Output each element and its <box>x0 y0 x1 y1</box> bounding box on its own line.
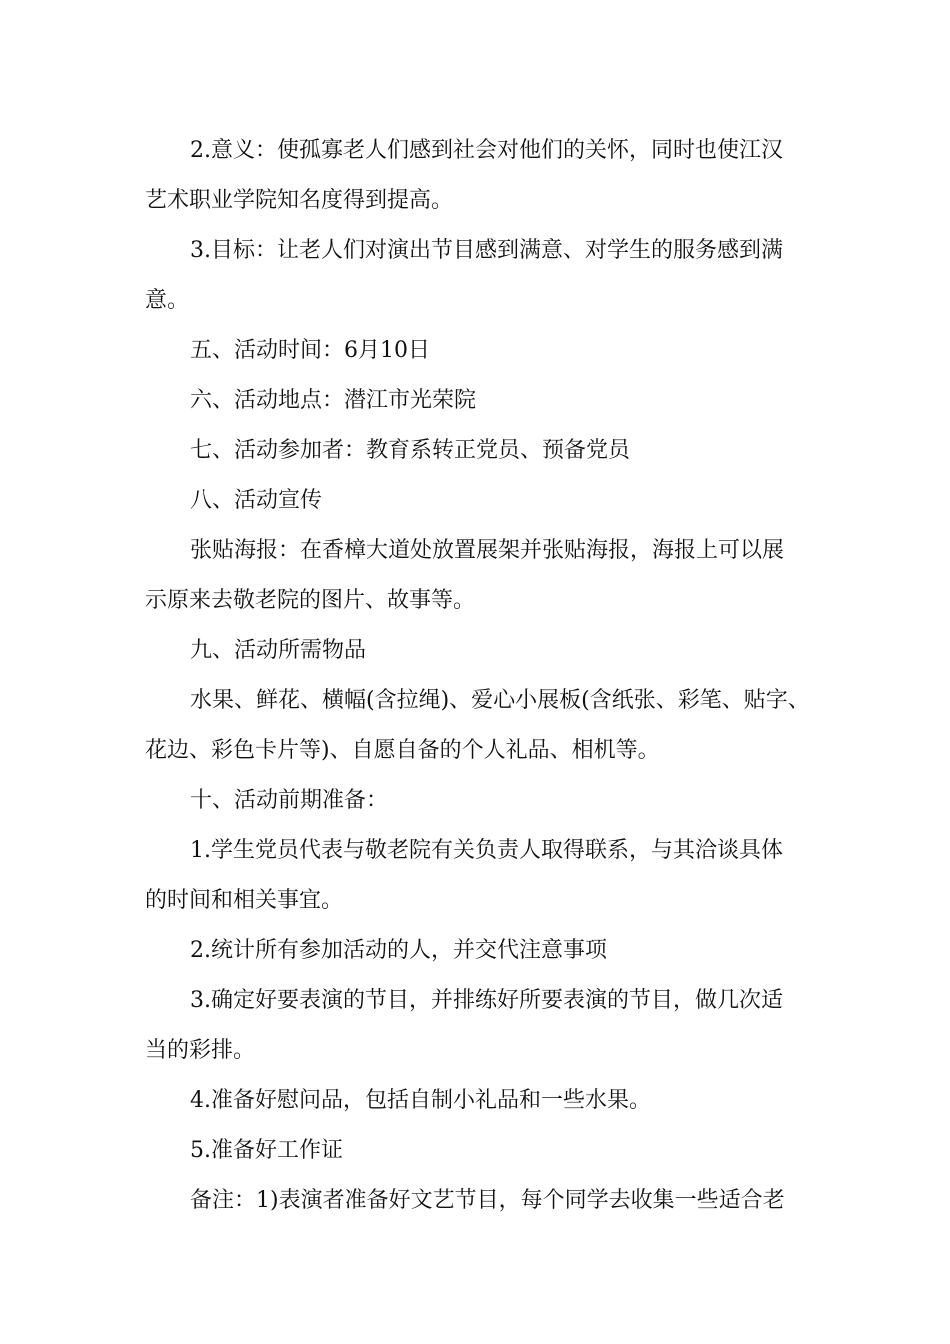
section-supplies-heading: 九、活动所需物品 <box>190 638 367 663</box>
section-publicity-heading: 八、活动宣传 <box>190 488 323 513</box>
paragraph-meaning-line-2: 艺术职业学院知名度得到提高。 <box>145 188 454 213</box>
paragraph-supplies-line-1: 水果、鲜花、横幅(含拉绳)、爱心小展板(含纸张、彩笔、贴字、 <box>190 688 810 713</box>
section-activity-location: 六、活动地点：潜江市光荣院 <box>190 388 477 413</box>
prep-item-1-line-2: 的时间和相关事宜。 <box>145 888 344 913</box>
section-participants: 七、活动参加者：教育系转正党员、预备党员 <box>190 438 631 463</box>
paragraph-goal-line-1: 3.目标：让老人们对演出节目感到满意、对学生的服务感到满 <box>190 238 783 263</box>
paragraph-poster-line-1: 张贴海报：在香樟大道处放置展架并张贴海报，海报上可以展 <box>190 538 785 563</box>
paragraph-goal-line-2: 意。 <box>145 288 190 313</box>
prep-item-2: 2.统计所有参加活动的人，并交代注意事项 <box>190 938 607 963</box>
paragraph-supplies-line-2: 花边、彩色卡片等)、自愿自备的个人礼品、相机等。 <box>145 738 660 763</box>
prep-item-3-line-2: 当的彩排。 <box>145 1038 256 1063</box>
prep-item-3-line-1: 3.确定好要表演的节目，并排练好所要表演的节目，做几次适 <box>190 988 783 1013</box>
prep-item-1-line-1: 1.学生党员代表与敬老院有关负责人取得联系，与其洽谈具体 <box>190 838 783 863</box>
paragraph-poster-line-2: 示原来去敬老院的图片、故事等。 <box>145 588 476 613</box>
paragraph-remarks-line-1: 备注：1)表演者准备好文艺节目，每个同学去收集一些适合老 <box>190 1188 785 1213</box>
section-preparation-heading: 十、活动前期准备： <box>190 788 389 813</box>
prep-item-4: 4.准备好慰问品，包括自制小礼品和一些水果。 <box>190 1088 651 1113</box>
prep-item-5: 5.准备好工作证 <box>190 1138 343 1163</box>
section-activity-time: 五、活动时间：6月10日 <box>190 338 430 363</box>
paragraph-meaning-line-1: 2.意义：使孤寡老人们感到社会对他们的关怀，同时也使江汉 <box>190 138 783 163</box>
